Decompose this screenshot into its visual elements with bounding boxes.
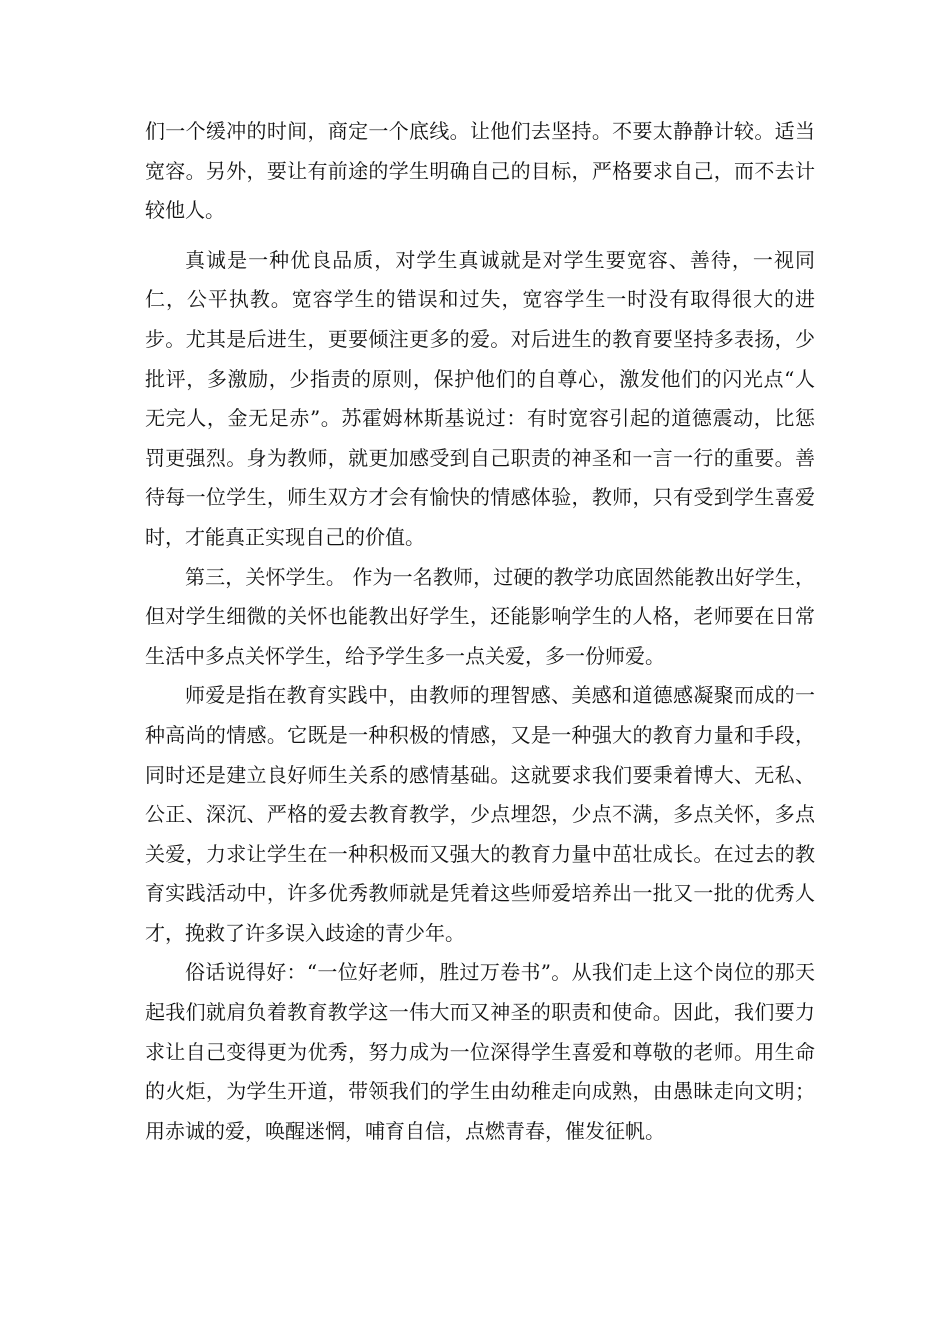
paragraph-teacher-love: 师爱是指在教育实践中，由教师的理智感、美感和道德感凝聚而成的一种高尚的情感。它既是一种积极的情感，又是一种强大的教育力量和手段，同时还是建立良好师生关系的感情基础。这就要求我们要秉着博大、无私、公正、深沉、严格的爱去教育教学，少点埋怨，少点不满，多点关怀，多点关爱，力求让学生在一种积极而又强大的教育力量中茁壮成长。在过去的教育实践活动中，许多优秀教师就是凭着这些师爱培养出一批又一批的优秀人才，挽救了许多误入歧途的青少年。 <box>145 683 815 945</box>
paragraph-continuation: 们一个缓冲的时间，商定一个底线。让他们去坚持。不要太静静计较。适当宽容。另外，要让有前途的学生明确自己的目标，严格要求自己，而不去计较他人。 <box>145 119 815 223</box>
document-page <box>145 112 815 1151</box>
paragraph-proverb: 俗话说得好：“一位好老师，胜过万卷书”。从我们走上这个岗位的那天起我们就肩负着教育教学这一伟大而又神圣的职责和使命。因此，我们要力求让自己变得更为优秀，努力成为一位深得学生喜爱和尊敬的老师。用生命的火炬，为学生开道，带领我们的学生由幼稚走向成熟，由愚昧走向文明；用赤诚的爱，唤醒迷惘，哺育自信，点燃青春，催发征帆。 <box>145 960 815 1143</box>
paragraph-care-students: 第三，关怀学生。 作为一名教师，过硬的教学功底固然能教出好学生，但对学生细微的关怀也能教出好学生，还能影响学生的人格，老师要在日常生活中多点关怀学生，给予学生多一点关爱，多一份师爱。 <box>145 564 815 668</box>
paragraph-sincerity: 真诚是一种优良品质，对学生真诚就是对学生要宽容、善待，一视同仁，公平执教。宽容学生的错误和过失，宽容学生一时没有取得很大的进步。尤其是后进生，更要倾注更多的爱。对后进生的教育要坚持多表扬，少批评，多激励，少指责的原则，保护他们的自尊心，激发他们的闪光点“人无完人，金无足赤”。苏霍姆林斯基说过：有时宽容引起的道德震动，比惩罚更强烈。身为教师，就更加感受到自己职责的神圣和一言一行的重要。善待每一位学生，师生双方才会有愉快的情感体验，教师，只有受到学生喜爱时，才能真正实现自己的价值。 <box>145 247 815 549</box>
